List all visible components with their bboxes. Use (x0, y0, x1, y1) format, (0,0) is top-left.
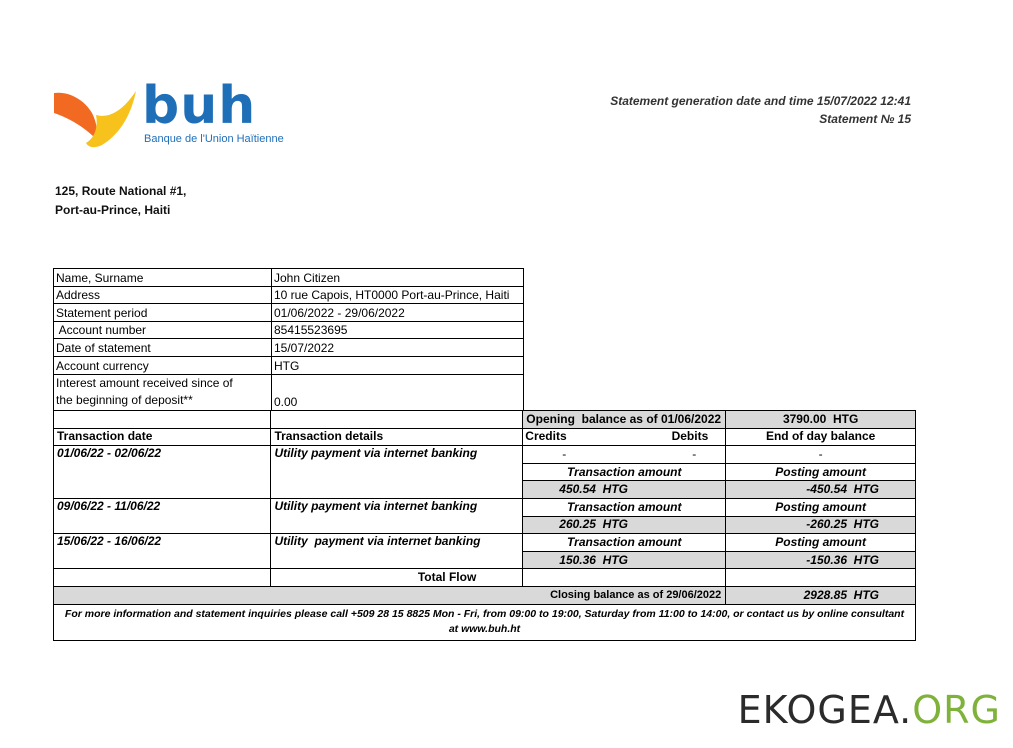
transaction-amount-label: Transaction amount (523, 534, 726, 552)
statement-header-info (610, 92, 911, 128)
transaction-amount: 450.54 HTG (523, 481, 726, 499)
info-value: HTG (272, 356, 524, 374)
watermark-part2: ORG (912, 688, 1001, 732)
info-value: 10 rue Capois, HT0000 Port-au-Prince, Haiti (272, 286, 524, 304)
info-label-interest (54, 374, 272, 410)
table-row (54, 534, 916, 552)
transaction-amount: 150.36 HTG (523, 551, 726, 569)
info-label: Statement period (54, 304, 272, 322)
info-value: John Citizen (272, 269, 524, 287)
table-row (54, 446, 916, 464)
customer-info-table (53, 268, 524, 411)
statement-number: Statement № 15 (819, 112, 911, 126)
header-transaction-date: Transaction date (54, 428, 271, 446)
posting-amount: -450.54 HTG (726, 481, 916, 499)
header-end-of-day-balance: End of day balance (726, 428, 916, 446)
info-value: 01/06/2022 - 29/06/2022 (272, 304, 524, 322)
header-credits: Credits (525, 429, 567, 444)
posting-amount-label: Posting amount (726, 534, 916, 552)
empty-cell (54, 411, 271, 429)
opening-balance-label: Opening balance as of 01/06/2022 (523, 411, 726, 429)
posting-amount: -150.36 HTG (726, 551, 916, 569)
watermark-part1: EKOGEA. (737, 688, 913, 732)
closing-balance-row (54, 586, 916, 604)
transaction-details: Utility payment via internet banking (271, 446, 523, 499)
bank-logo (52, 76, 297, 152)
empty-cell (271, 411, 523, 429)
info-row (54, 304, 524, 322)
total-flow-label: Total Flow (271, 569, 523, 587)
statement-generation-datetime: Statement generation date and time 15/07/2022 12:41 (610, 94, 911, 108)
transaction-date: 15/06/22 - 16/06/22 (54, 534, 271, 569)
transaction-details: Utility payment via internet banking (271, 498, 523, 533)
transactions-table (53, 410, 916, 641)
info-label: Account currency (54, 356, 272, 374)
info-value: 85415523695 (272, 321, 524, 339)
transaction-date: 01/06/22 - 02/06/22 (54, 446, 271, 499)
table-row (54, 498, 916, 516)
bank-address-line2: Port-au-Prince, Haiti (55, 203, 171, 217)
info-value: 15/07/2022 (272, 339, 524, 357)
info-row (54, 356, 524, 374)
statement-footer-note: For more information and statement inquiries please call +509 28 15 8825 Mon - Fri, from 09:00 to 19:00, Saturday from 11:00 to 14:00, or contact us by online consultant at www.buh.ht (54, 604, 916, 640)
info-row (54, 286, 524, 304)
info-row (54, 339, 524, 357)
transaction-date: 09/06/22 - 11/06/22 (54, 498, 271, 533)
info-label-line1: Interest amount received since of (56, 375, 233, 390)
info-label: Address (54, 286, 272, 304)
transaction-amount-label: Transaction amount (523, 498, 726, 516)
bank-address (55, 182, 186, 220)
header-debits: Debits (671, 429, 709, 444)
footer-row (54, 604, 916, 640)
header-credits-debits (523, 428, 726, 446)
bank-tagline: Banque de l'Union Haïtienne (144, 133, 284, 145)
info-value: 0.00 (272, 374, 524, 410)
info-row (54, 321, 524, 339)
watermark (738, 688, 1001, 732)
eod-dash: - (726, 446, 916, 464)
transaction-details: Utility payment via internet banking (271, 534, 523, 569)
table-header-row (54, 428, 916, 446)
info-row (54, 269, 524, 287)
info-label: Name, Surname (54, 269, 272, 287)
empty-cell (523, 569, 726, 587)
info-label-line2: the beginning of deposit** (56, 393, 193, 408)
bank-address-line1: 125, Route National #1, (55, 184, 187, 198)
transaction-amount-label: Transaction amount (523, 463, 726, 481)
closing-balance-value: 2928.85 HTG (726, 586, 916, 604)
opening-balance-row (54, 411, 916, 429)
credits-debits-dashes (523, 446, 726, 464)
info-label: Account number (54, 321, 272, 339)
opening-balance-value: 3790.00 HTG (726, 411, 916, 429)
info-row (54, 374, 524, 410)
total-flow-row (54, 569, 916, 587)
debit-dash: - (692, 446, 697, 461)
header-transaction-details: Transaction details (271, 428, 523, 446)
bank-logo-text: buh (142, 76, 257, 136)
closing-balance-label: Closing balance as of 29/06/2022 (54, 586, 726, 604)
transaction-amount: 260.25 HTG (523, 516, 726, 534)
posting-amount-label: Posting amount (726, 463, 916, 481)
empty-cell (54, 569, 271, 587)
empty-cell (726, 569, 916, 587)
posting-amount-label: Posting amount (726, 498, 916, 516)
credit-dash: - (562, 446, 567, 461)
info-label: Date of statement (54, 339, 272, 357)
posting-amount: -260.25 HTG (726, 516, 916, 534)
bank-logo-mark-icon (52, 89, 138, 149)
